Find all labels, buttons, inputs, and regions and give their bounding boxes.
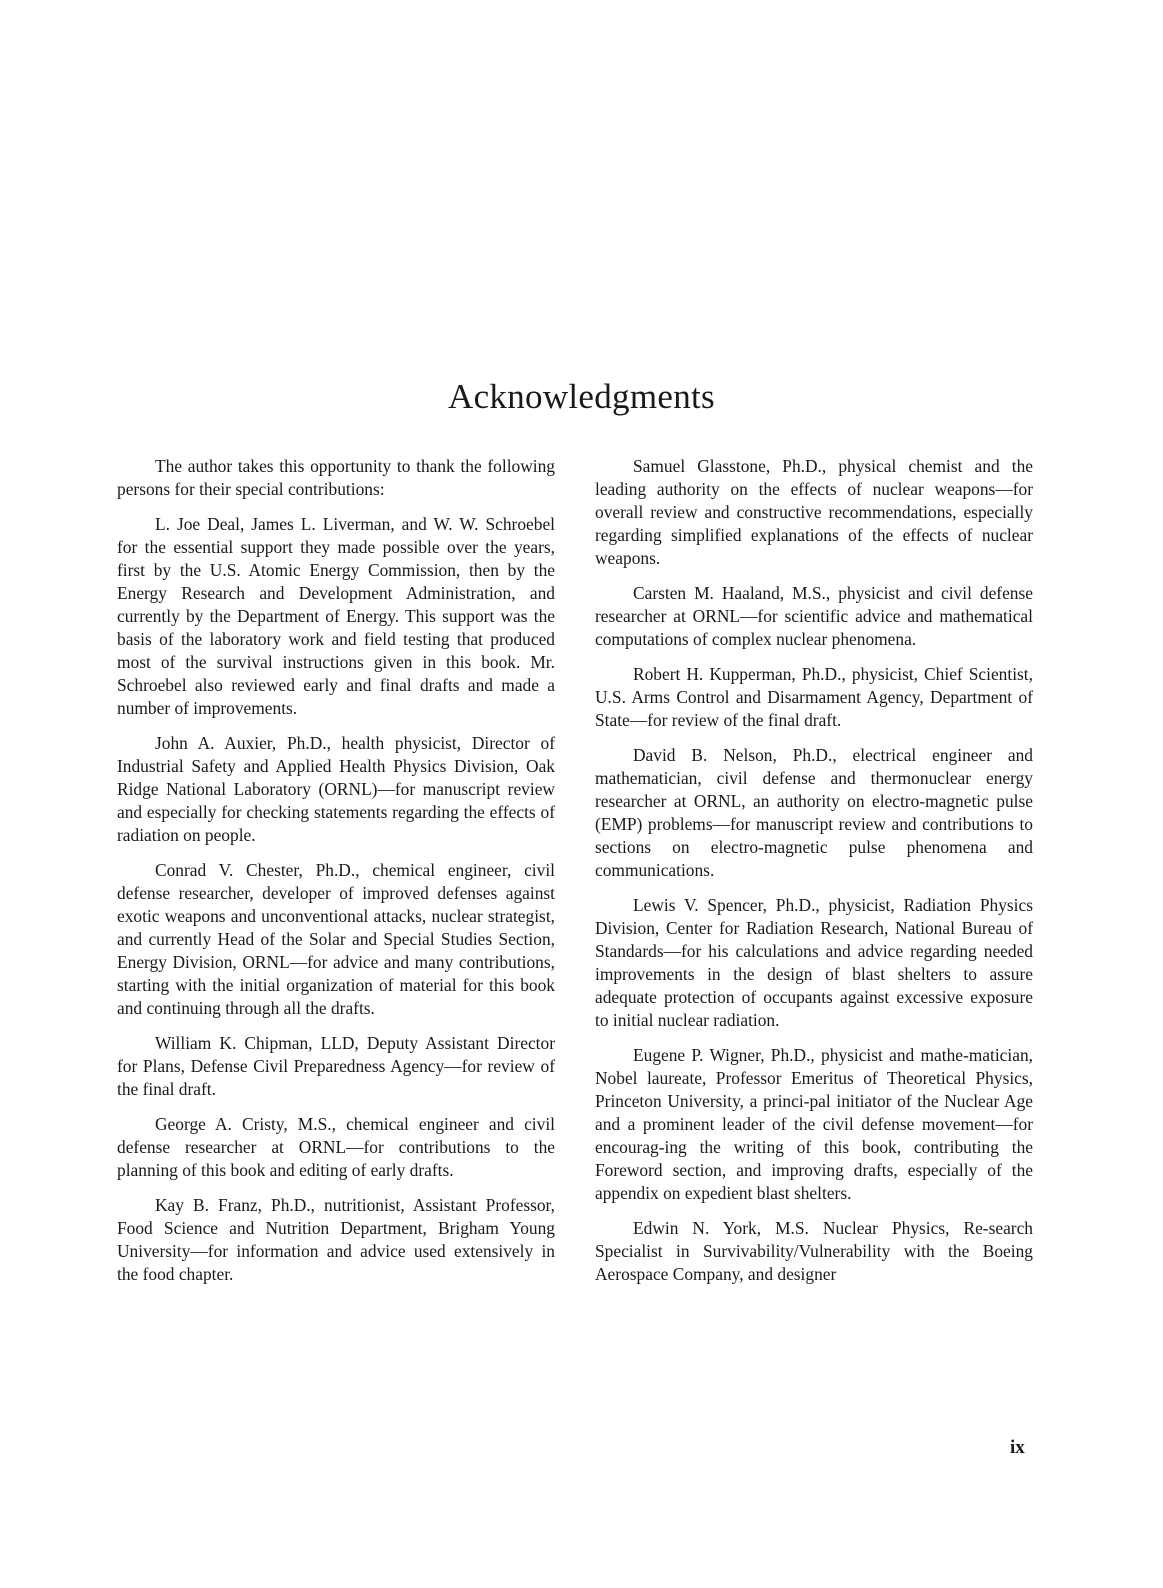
left-column xyxy=(117,455,555,1298)
acknowledgment-paragraph: David B. Nelson, Ph.D., electrical engineer and mathematician, civil defense and thermonuclear energy researcher at ORNL, an authority on electro-magnetic pulse (EMP) problems—for manuscript review and contributions to sections on electro-magnetic pulse phenomena and communications. xyxy=(595,745,1033,880)
acknowledgment-paragraph: William K. Chipman, LLD, Deputy Assistant Director for Plans, Defense Civil Preparedness Agency—for review of the final draft. xyxy=(117,1033,555,1099)
acknowledgment-paragraph: Edwin N. York, M.S. Nuclear Physics, Re-search Specialist in Survivability/Vulnerability with the Boeing Aerospace Company, and designer xyxy=(595,1218,1033,1284)
acknowledgment-paragraph: L. Joe Deal, James L. Liverman, and W. W. Schroebel for the essential support they made possible over the years, first by the U.S. Atomic Energy Commission, then by the Energy Research and Development Administration, and currently by the Department of Energy. This support was the basis of the laboratory work and field testing that produced most of the survival instructions given in this book. Mr. Schroebel also reviewed early and final drafts and made a number of improvements. xyxy=(117,514,555,718)
acknowledgment-paragraph: Eugene P. Wigner, Ph.D., physicist and mathe-matician, Nobel laureate, Professor Emeritus of Theoretical Physics, Princeton University, a princi-pal initiator of the Nuclear Age and a prominent leader of the civil defense movement—for encourag-ing the writing of this book, contributing the Foreword section, and improving drafts, especially of the appendix on expedient blast shelters. xyxy=(595,1045,1033,1203)
acknowledgment-paragraph: Lewis V. Spencer, Ph.D., physicist, Radiation Physics Division, Center for Radiation Research, National Bureau of Standards—for his calculations and advice regarding needed improvements in the design of blast shelters to assure adequate protection of occupants against excessive exposure to initial nuclear radiation. xyxy=(595,895,1033,1030)
acknowledgment-paragraph: Samuel Glasstone, Ph.D., physical chemist and the leading authority on the effects of nuclear weapons—for overall review and constructive recommendations, especially regarding simplified explanations of the effects of nuclear weapons. xyxy=(595,456,1033,568)
acknowledgment-paragraph: Conrad V. Chester, Ph.D., chemical engineer, civil defense researcher, developer of improved defenses against exotic weapons and unconventional attacks, nuclear strategist, and currently Head of the Solar and Special Studies Section, Energy Division, ORNL—for advice and many contributions, starting with the initial organization of material for this book and continuing through all the drafts. xyxy=(117,860,555,1018)
acknowledgment-paragraph: John A. Auxier, Ph.D., health physicist, Director of Industrial Safety and Applied Health Physics Division, Oak Ridge National Laboratory (ORNL)—for manuscript review and especially for checking statements regarding the effects of radiation on people. xyxy=(117,733,555,845)
acknowledgment-paragraph: George A. Cristy, M.S., chemical engineer and civil defense researcher at ORNL—for contributions to the planning of this book and editing of early drafts. xyxy=(117,1114,555,1180)
page-number: ix xyxy=(1010,1437,1025,1458)
intro-paragraph: The author takes this opportunity to thank the following persons for their special contributions: xyxy=(117,456,555,499)
acknowledgment-paragraph: Robert H. Kupperman, Ph.D., physicist, Chief Scientist, U.S. Arms Control and Disarmament Agency, Department of State—for review of the final draft. xyxy=(595,664,1033,730)
acknowledgment-paragraph: Kay B. Franz, Ph.D., nutritionist, Assistant Professor, Food Science and Nutrition Department, Brigham Young University—for information and advice used extensively in the food chapter. xyxy=(117,1195,555,1284)
acknowledgment-paragraph: Carsten M. Haaland, M.S., physicist and civil defense researcher at ORNL—for scientific advice and mathematical computations of complex nuclear phenomena. xyxy=(595,583,1033,649)
right-column xyxy=(595,455,1033,1298)
page-title: Acknowledgments xyxy=(448,377,715,416)
